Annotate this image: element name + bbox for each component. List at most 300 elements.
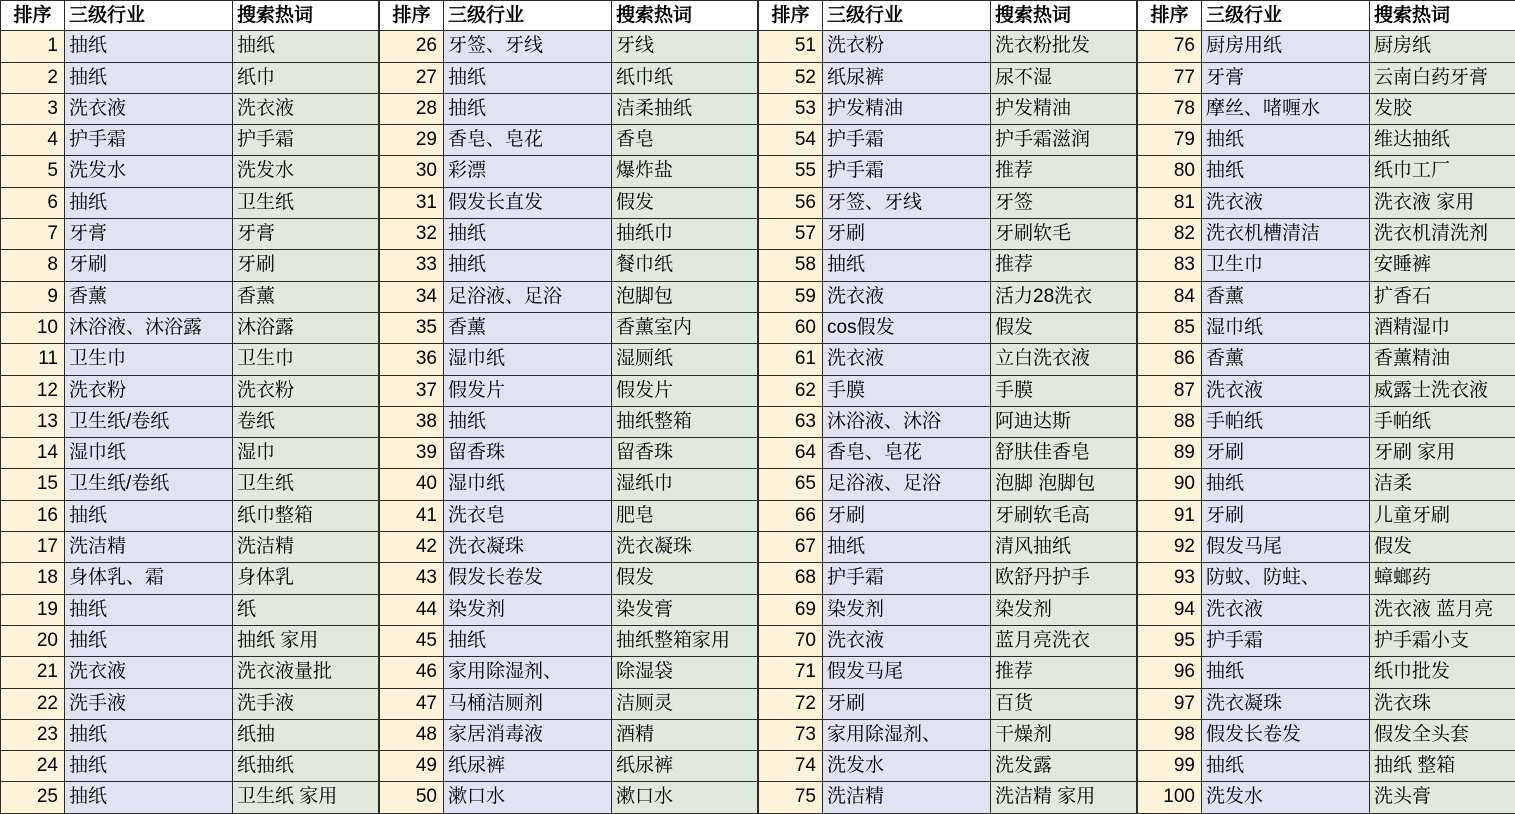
cell-rank: 37 [380, 376, 444, 407]
table-row [1, 250, 379, 281]
table-row [1, 720, 379, 751]
cell-rank: 18 [1, 563, 65, 594]
cell-keyword: 假发片 [612, 376, 758, 407]
cell-industry: 假发片 [444, 376, 612, 407]
cell-industry: 抽纸 [444, 219, 612, 250]
cell-rank: 8 [1, 250, 65, 281]
table-row [759, 250, 1137, 281]
table-row [1, 751, 379, 782]
cell-rank: 42 [380, 532, 444, 563]
cell-rank: 31 [380, 188, 444, 219]
cell-keyword: 香薰 [233, 282, 379, 313]
cell-rank: 57 [759, 219, 823, 250]
cell-rank: 44 [380, 595, 444, 626]
cell-rank: 15 [1, 469, 65, 500]
cell-keyword: 活力28洗衣 [991, 282, 1137, 313]
cell-rank: 72 [759, 689, 823, 720]
cell-keyword: 舒肤佳香皂 [991, 438, 1137, 469]
cell-keyword: 酒精 [612, 720, 758, 751]
cell-keyword: 尿不湿 [991, 63, 1137, 94]
table-row [380, 156, 758, 187]
cell-industry: 防蚊、防蛀、 [1202, 563, 1370, 594]
table-row [759, 438, 1137, 469]
cell-keyword: 干燥剂 [991, 720, 1137, 751]
cell-keyword: 洗衣机清洗剂 [1370, 219, 1515, 250]
cell-industry: 香皂、皂花 [823, 438, 991, 469]
table-row [1138, 63, 1515, 94]
table-row [1, 125, 379, 156]
cell-industry: 抽纸 [65, 63, 233, 94]
cell-rank: 45 [380, 626, 444, 657]
cell-industry: 抽纸 [444, 94, 612, 125]
cell-keyword: 推荐 [991, 156, 1137, 187]
cell-rank: 19 [1, 595, 65, 626]
cell-rank: 62 [759, 376, 823, 407]
cell-rank: 34 [380, 282, 444, 313]
table-block [0, 0, 379, 814]
cell-keyword: 牙膏 [233, 219, 379, 250]
cell-keyword: 百货 [991, 689, 1137, 720]
table-row [1138, 376, 1515, 407]
cell-rank: 86 [1138, 344, 1202, 375]
cell-rank: 63 [759, 407, 823, 438]
cell-keyword: 牙刷 [233, 250, 379, 281]
table-row [380, 94, 758, 125]
table-row [380, 125, 758, 156]
table-row [759, 469, 1137, 500]
cell-industry: 抽纸 [65, 782, 233, 813]
table-header-row [759, 0, 1137, 31]
cell-rank: 40 [380, 469, 444, 500]
cell-keyword: 手膜 [991, 376, 1137, 407]
cell-rank: 68 [759, 563, 823, 594]
table-row [1138, 626, 1515, 657]
table-row [759, 626, 1137, 657]
cell-keyword: 洗洁精 家用 [991, 782, 1137, 813]
cell-industry: 抽纸 [444, 407, 612, 438]
cell-rank: 98 [1138, 720, 1202, 751]
cell-industry: 湿巾纸 [444, 344, 612, 375]
table-row [1138, 250, 1515, 281]
cell-rank: 4 [1, 125, 65, 156]
table-row [1, 31, 379, 62]
table-row [759, 595, 1137, 626]
cell-rank: 96 [1138, 657, 1202, 688]
table-row [759, 282, 1137, 313]
cell-rank: 74 [759, 751, 823, 782]
cell-industry: 假发马尾 [823, 657, 991, 688]
table-row [1, 532, 379, 563]
cell-rank: 89 [1138, 438, 1202, 469]
cell-rank: 66 [759, 501, 823, 532]
cell-industry: 抽纸 [1202, 469, 1370, 500]
cell-keyword: 纸 [233, 595, 379, 626]
cell-keyword: 纸抽 [233, 720, 379, 751]
table-row [380, 532, 758, 563]
cell-rank: 54 [759, 125, 823, 156]
header-rank: 排序 [1, 0, 65, 31]
cell-industry: 牙刷 [823, 219, 991, 250]
cell-industry: 纸尿裤 [823, 63, 991, 94]
cell-keyword: 洁厕灵 [612, 689, 758, 720]
cell-industry: 牙刷 [1202, 438, 1370, 469]
cell-rank: 87 [1138, 376, 1202, 407]
cell-industry: 留香珠 [444, 438, 612, 469]
cell-keyword: 蓝月亮洗衣 [991, 626, 1137, 657]
cell-keyword: 维达抽纸 [1370, 125, 1515, 156]
cell-keyword: 洗发露 [991, 751, 1137, 782]
cell-industry: 洗发水 [1202, 782, 1370, 813]
cell-rank: 67 [759, 532, 823, 563]
cell-industry: 香薰 [444, 313, 612, 344]
cell-industry: 马桶洁厕剂 [444, 689, 612, 720]
cell-keyword: 湿纸巾 [612, 469, 758, 500]
table-row [759, 407, 1137, 438]
cell-rank: 28 [380, 94, 444, 125]
cell-rank: 11 [1, 344, 65, 375]
cell-rank: 13 [1, 407, 65, 438]
cell-rank: 14 [1, 438, 65, 469]
table-row [1, 344, 379, 375]
cell-industry: cos假发 [823, 313, 991, 344]
cell-keyword: 假发 [612, 188, 758, 219]
cell-keyword: 餐巾纸 [612, 250, 758, 281]
cell-industry: 牙刷 [823, 501, 991, 532]
cell-industry: 洗衣液 [65, 94, 233, 125]
table-row [1, 156, 379, 187]
cell-industry: 抽纸 [823, 532, 991, 563]
cell-industry: 卫生巾 [65, 344, 233, 375]
cell-keyword: 清风抽纸 [991, 532, 1137, 563]
cell-industry: 摩丝、啫喱水 [1202, 94, 1370, 125]
cell-industry: 洗衣皂 [444, 501, 612, 532]
cell-industry: 护手霜 [823, 156, 991, 187]
cell-industry: 洗手液 [65, 689, 233, 720]
table-row [759, 156, 1137, 187]
table-row [1138, 125, 1515, 156]
header-industry: 三级行业 [65, 0, 233, 31]
cell-keyword: 洗衣凝珠 [612, 532, 758, 563]
cell-keyword: 漱口水 [612, 782, 758, 813]
cell-industry: 洗洁精 [823, 782, 991, 813]
table-row [1138, 501, 1515, 532]
cell-keyword: 抽纸 [233, 31, 379, 62]
cell-industry: 假发长卷发 [444, 563, 612, 594]
cell-keyword: 纸巾整箱 [233, 501, 379, 532]
table-row [1, 501, 379, 532]
cell-industry: 假发长卷发 [1202, 720, 1370, 751]
cell-keyword: 牙线 [612, 31, 758, 62]
cell-industry: 护手霜 [823, 563, 991, 594]
cell-industry: 抽纸 [65, 626, 233, 657]
table-row [1, 282, 379, 313]
cell-industry: 卫生纸/卷纸 [65, 469, 233, 500]
cell-rank: 77 [1138, 63, 1202, 94]
table-row [380, 63, 758, 94]
cell-industry: 牙膏 [1202, 63, 1370, 94]
cell-industry: 护发精油 [823, 94, 991, 125]
header-industry: 三级行业 [1202, 0, 1370, 31]
table-row [759, 313, 1137, 344]
cell-keyword: 护手霜 [233, 125, 379, 156]
cell-keyword: 抽纸整箱 [612, 407, 758, 438]
table-row [1138, 313, 1515, 344]
cell-industry: 洗衣液 [65, 657, 233, 688]
cell-industry: 抽纸 [65, 501, 233, 532]
cell-industry: 护手霜 [65, 125, 233, 156]
cell-industry: 纸尿裤 [444, 751, 612, 782]
cell-industry: 牙刷 [1202, 501, 1370, 532]
table-row [1138, 657, 1515, 688]
cell-keyword: 沐浴露 [233, 313, 379, 344]
table-header-row [380, 0, 758, 31]
table-row [1, 438, 379, 469]
cell-keyword: 染发膏 [612, 595, 758, 626]
cell-rank: 33 [380, 250, 444, 281]
cell-rank: 58 [759, 250, 823, 281]
cell-keyword: 发胶 [1370, 94, 1515, 125]
cell-industry: 抽纸 [444, 626, 612, 657]
cell-keyword: 厨房纸 [1370, 31, 1515, 62]
cell-industry: 牙签、牙线 [823, 188, 991, 219]
table-row [380, 438, 758, 469]
cell-industry: 抽纸 [65, 751, 233, 782]
table-row [759, 782, 1137, 813]
cell-rank: 92 [1138, 532, 1202, 563]
cell-keyword: 抽纸巾 [612, 219, 758, 250]
cell-industry: 洗衣液 [823, 626, 991, 657]
cell-keyword: 手帕纸 [1370, 407, 1515, 438]
cell-keyword: 护手霜小支 [1370, 626, 1515, 657]
table-row [1, 63, 379, 94]
header-industry: 三级行业 [823, 0, 991, 31]
table-header-row [1, 0, 379, 31]
cell-industry: 湿巾纸 [65, 438, 233, 469]
cell-rank: 61 [759, 344, 823, 375]
table-row [1138, 438, 1515, 469]
table-row [380, 657, 758, 688]
cell-industry: 护手霜 [823, 125, 991, 156]
table-block [758, 0, 1137, 814]
cell-keyword: 纸巾批发 [1370, 657, 1515, 688]
cell-industry: 手膜 [823, 376, 991, 407]
cell-keyword: 推荐 [991, 657, 1137, 688]
cell-rank: 85 [1138, 313, 1202, 344]
table-row [759, 219, 1137, 250]
header-keyword: 搜索热词 [233, 0, 379, 31]
table-row [380, 469, 758, 500]
table-row [1, 657, 379, 688]
cell-industry: 牙刷 [823, 689, 991, 720]
cell-industry: 洗衣凝珠 [444, 532, 612, 563]
header-rank: 排序 [759, 0, 823, 31]
cell-industry: 手帕纸 [1202, 407, 1370, 438]
table-row [1138, 156, 1515, 187]
cell-industry: 护手霜 [1202, 626, 1370, 657]
cell-industry: 抽纸 [1202, 125, 1370, 156]
cell-rank: 1 [1, 31, 65, 62]
cell-industry: 抽纸 [444, 250, 612, 281]
cell-keyword: 卫生纸 [233, 469, 379, 500]
cell-rank: 93 [1138, 563, 1202, 594]
cell-rank: 88 [1138, 407, 1202, 438]
table-block [1137, 0, 1515, 814]
table-row [1, 407, 379, 438]
cell-keyword: 卫生纸 家用 [233, 782, 379, 813]
cell-rank: 29 [380, 125, 444, 156]
table-row [380, 250, 758, 281]
cell-rank: 84 [1138, 282, 1202, 313]
cell-rank: 55 [759, 156, 823, 187]
cell-rank: 95 [1138, 626, 1202, 657]
table-row [380, 689, 758, 720]
cell-industry: 牙签、牙线 [444, 31, 612, 62]
table-row [1, 313, 379, 344]
cell-industry: 抽纸 [65, 720, 233, 751]
cell-keyword: 泡脚 泡脚包 [991, 469, 1137, 500]
cell-industry: 湿巾纸 [1202, 313, 1370, 344]
table-row [1138, 282, 1515, 313]
cell-industry: 家用除湿剂、 [823, 720, 991, 751]
header-rank: 排序 [1138, 0, 1202, 31]
cell-industry: 厨房用纸 [1202, 31, 1370, 62]
cell-industry: 洗衣机槽清洁 [1202, 219, 1370, 250]
table-row [1, 689, 379, 720]
cell-keyword: 洗手液 [233, 689, 379, 720]
cell-industry: 卫生巾 [1202, 250, 1370, 281]
table-row [1138, 469, 1515, 500]
table-row [759, 125, 1137, 156]
cell-keyword: 纸抽纸 [233, 751, 379, 782]
table-row [759, 31, 1137, 62]
table-row [1, 563, 379, 594]
table-row [380, 626, 758, 657]
cell-keyword: 洗衣粉 [233, 376, 379, 407]
table-row [380, 595, 758, 626]
cell-keyword: 洗衣液量批 [233, 657, 379, 688]
table-row [380, 407, 758, 438]
cell-keyword: 假发 [612, 563, 758, 594]
cell-keyword: 洗衣液 蓝月亮 [1370, 595, 1515, 626]
cell-rank: 22 [1, 689, 65, 720]
cell-keyword: 牙签 [991, 188, 1137, 219]
cell-rank: 24 [1, 751, 65, 782]
table-row [759, 376, 1137, 407]
cell-keyword: 纸巾纸 [612, 63, 758, 94]
cell-keyword: 爆炸盐 [612, 156, 758, 187]
table-row [1, 626, 379, 657]
header-rank: 排序 [380, 0, 444, 31]
table-row [759, 63, 1137, 94]
table-row [1138, 720, 1515, 751]
cell-industry: 染发剂 [823, 595, 991, 626]
cell-industry: 漱口水 [444, 782, 612, 813]
table-row [759, 657, 1137, 688]
table-row [759, 188, 1137, 219]
cell-keyword: 儿童牙刷 [1370, 501, 1515, 532]
table-block [379, 0, 758, 814]
table-row [1138, 532, 1515, 563]
cell-rank: 21 [1, 657, 65, 688]
cell-industry: 沐浴液、沐浴露 [65, 313, 233, 344]
cell-rank: 47 [380, 689, 444, 720]
cell-rank: 51 [759, 31, 823, 62]
cell-industry: 彩漂 [444, 156, 612, 187]
cell-rank: 6 [1, 188, 65, 219]
table-row [380, 344, 758, 375]
cell-industry: 足浴液、足浴 [444, 282, 612, 313]
cell-rank: 10 [1, 313, 65, 344]
cell-industry: 湿巾纸 [444, 469, 612, 500]
cell-rank: 41 [380, 501, 444, 532]
cell-industry: 洗衣液 [1202, 376, 1370, 407]
cell-industry: 抽纸 [823, 250, 991, 281]
cell-rank: 100 [1138, 782, 1202, 813]
cell-keyword: 酒精湿巾 [1370, 313, 1515, 344]
table-row [1138, 188, 1515, 219]
cell-keyword: 湿厕纸 [612, 344, 758, 375]
cell-industry: 香薰 [1202, 282, 1370, 313]
cell-keyword: 洗衣液 [233, 94, 379, 125]
table-row [1138, 344, 1515, 375]
cell-rank: 50 [380, 782, 444, 813]
cell-rank: 20 [1, 626, 65, 657]
cell-rank: 38 [380, 407, 444, 438]
cell-rank: 83 [1138, 250, 1202, 281]
cell-keyword: 推荐 [991, 250, 1137, 281]
cell-industry: 洗衣液 [1202, 188, 1370, 219]
cell-industry: 洗洁精 [65, 532, 233, 563]
table-row [1, 595, 379, 626]
table-row [1138, 751, 1515, 782]
cell-keyword: 护手霜滋润 [991, 125, 1137, 156]
cell-industry: 家居消毒液 [444, 720, 612, 751]
cell-industry: 抽纸 [1202, 156, 1370, 187]
cell-rank: 35 [380, 313, 444, 344]
table-row [759, 532, 1137, 563]
cell-industry: 洗衣粉 [65, 376, 233, 407]
table-row [1138, 219, 1515, 250]
table-row [380, 501, 758, 532]
header-keyword: 搜索热词 [1370, 0, 1515, 31]
table-row [380, 376, 758, 407]
cell-rank: 9 [1, 282, 65, 313]
cell-rank: 71 [759, 657, 823, 688]
cell-rank: 46 [380, 657, 444, 688]
cell-rank: 48 [380, 720, 444, 751]
cell-rank: 36 [380, 344, 444, 375]
cell-keyword: 阿迪达斯 [991, 407, 1137, 438]
cell-rank: 65 [759, 469, 823, 500]
cell-rank: 60 [759, 313, 823, 344]
table-row [1138, 94, 1515, 125]
cell-rank: 56 [759, 188, 823, 219]
cell-keyword: 湿巾 [233, 438, 379, 469]
cell-rank: 81 [1138, 188, 1202, 219]
cell-rank: 52 [759, 63, 823, 94]
table-row [1138, 31, 1515, 62]
cell-industry: 香薰 [65, 282, 233, 313]
table-row [759, 501, 1137, 532]
cell-keyword: 洁柔 [1370, 469, 1515, 500]
cell-industry: 假发长直发 [444, 188, 612, 219]
cell-industry: 足浴液、足浴 [823, 469, 991, 500]
cell-rank: 16 [1, 501, 65, 532]
table-row [1, 782, 379, 813]
table-row [380, 751, 758, 782]
table-row [1, 94, 379, 125]
cell-rank: 30 [380, 156, 444, 187]
